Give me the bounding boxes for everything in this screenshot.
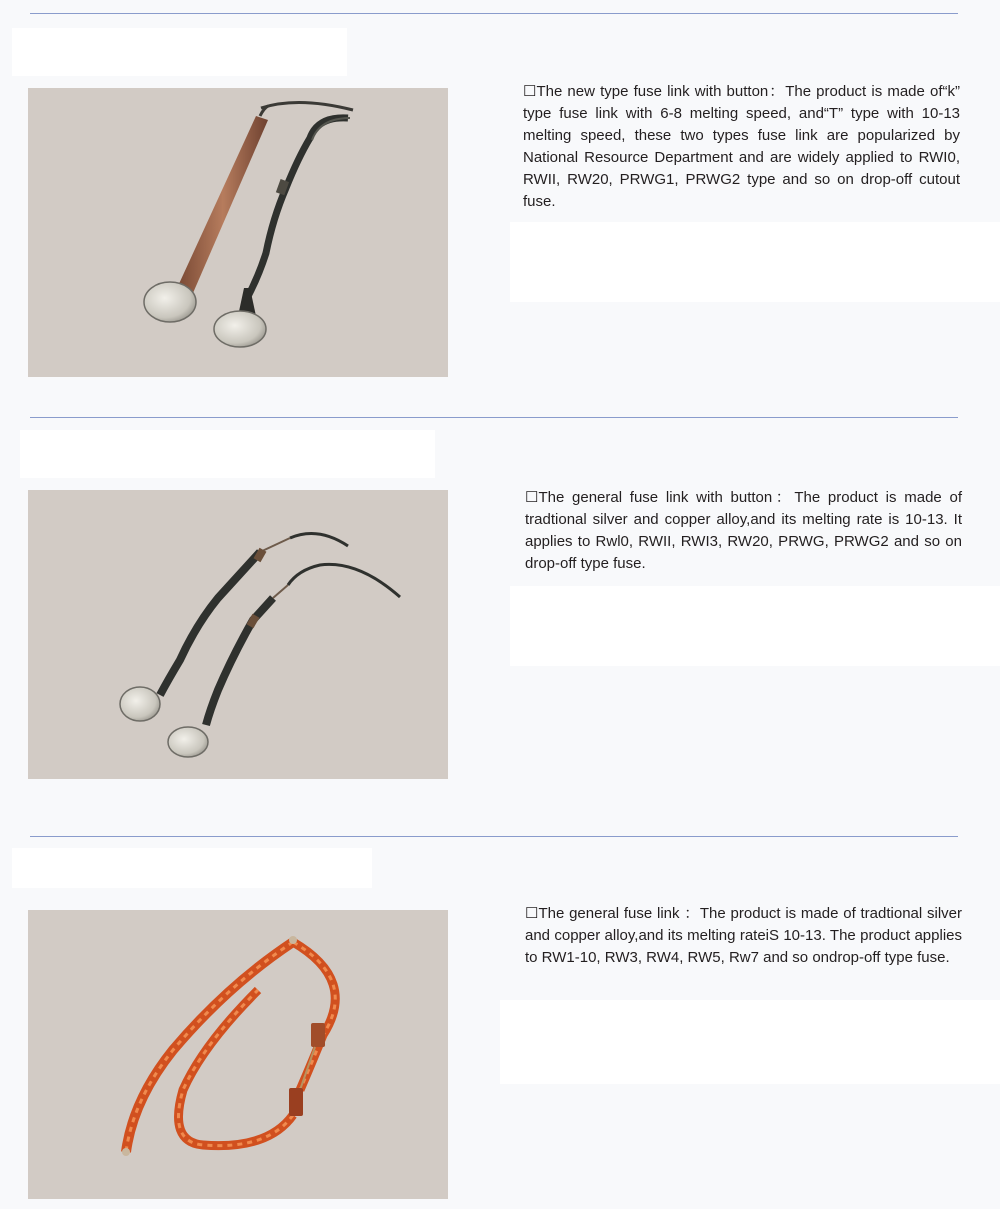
section-title-box-3 <box>12 848 372 888</box>
section-divider-3 <box>30 836 958 837</box>
product-photo-button-fuse-link-general <box>28 490 448 779</box>
product-description-1: ☐The new type fuse link with button：The product is made of“k” type fuse link with 6-8 melting speed, and“T” type with 10-13 melting speed, these two types fuse link are popularized by National Resource Department and are widely applied to RWI0, RWII, RW20, PRWG1, PRWG2 type and so on drop-off cutout fuse. <box>523 83 960 210</box>
fuse-link-general-copper-image <box>28 910 448 1199</box>
blank-box-2 <box>510 586 1000 666</box>
product-photo-button-fuse-link-new-type <box>28 88 448 377</box>
blank-box-3 <box>500 1000 1000 1084</box>
section-title-box-1 <box>12 28 347 76</box>
section-divider-1 <box>30 13 958 14</box>
blank-box-1 <box>510 222 1000 302</box>
fuse-link-general-button-image <box>28 490 448 779</box>
fuse-link-new-type-image <box>28 88 448 377</box>
section-divider-2 <box>30 417 958 418</box>
product-photo-general-fuse-link <box>28 910 448 1199</box>
product-description-2: ☐The general fuse link with button：The product is made of tradtional silver and copper alloy,and its melting rate is 10-13. It applies to Rwl0, RWII, RWI3, RW20, PRWG, PRWG2 and so on drop-off type fuse. <box>525 489 962 572</box>
section-title-box-2 <box>20 430 435 478</box>
product-description-3: ☐The general fuse link ：The product is made of tradtional silver and copper alloy,and its melting rateiS 10-13. The product applies to RW1-10, RW3, RW4, RW5, Rw7 and so ondrop-off type fuse. <box>525 905 962 966</box>
